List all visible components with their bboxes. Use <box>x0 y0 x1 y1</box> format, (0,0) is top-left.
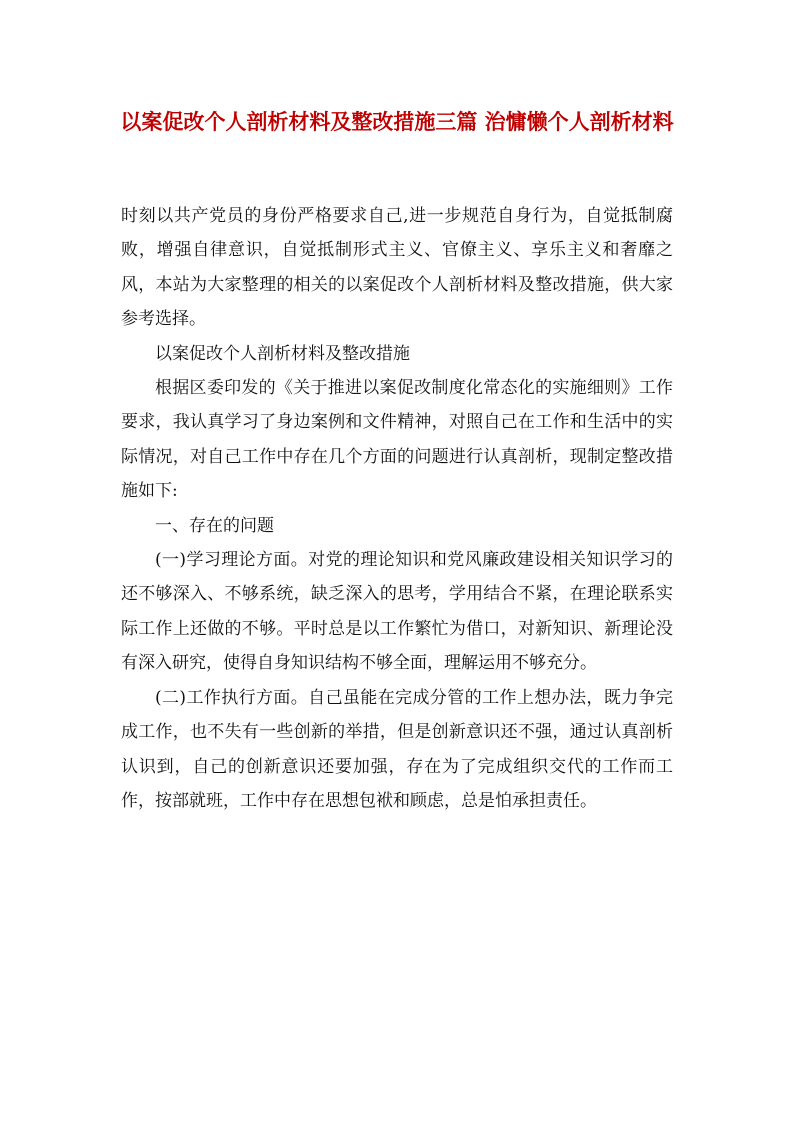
body-paragraph: (二)工作执行方面。自己虽能在完成分管的工作上想办法，既力争完成工作，也不失有一些创新的举措，但是创新意识还不强，通过认真剖析认识到，自己的创新意识还要加强，存在为了完成组织交代的工作而工作，按部就班，工作中存在思想包袱和顾虑，总是怕承担责任。 <box>121 687 673 811</box>
subsection-heading: 一、存在的问题 <box>155 515 274 536</box>
document-title: 以案促改个人剖析材料及整改措施三篇 治慵懒个人剖析材料 <box>120 109 674 134</box>
section-heading: 以案促改个人剖析材料及整改措施 <box>155 343 410 364</box>
intro-paragraph: 时刻以共产党员的身份严格要求自己,进一步规范自身行为，自觉抵制腐败，增强自律意识，自觉抵制形式主义、官僚主义、享乐主义和奢靡之风，本站为大家整理的相关的以案促改个人剖析材料及整改措施，供大家参考选择。 <box>121 206 673 330</box>
body-paragraph: (一)学习理论方面。对党的理论知识和党风廉政建设相关知识学习的还不够深入、不够系统，缺乏深入的思考，学用结合不紧，在理论联系实际工作上还做的不够。平时总是以工作繁忙为借口，对新知识、新理论没有深入研究，使得自身知识结构不够全面，理解运用不够充分。 <box>121 550 673 674</box>
document-body <box>121 199 673 818</box>
body-paragraph: 根据区委印发的《关于推进以案促改制度化常态化的实施细则》工作要求，我认真学习了身边案例和文件精神，对照自己在工作和生活中的实际情况，对自己工作中存在几个方面的问题进行认真剖析，现制定整改措施如下: <box>121 378 673 502</box>
